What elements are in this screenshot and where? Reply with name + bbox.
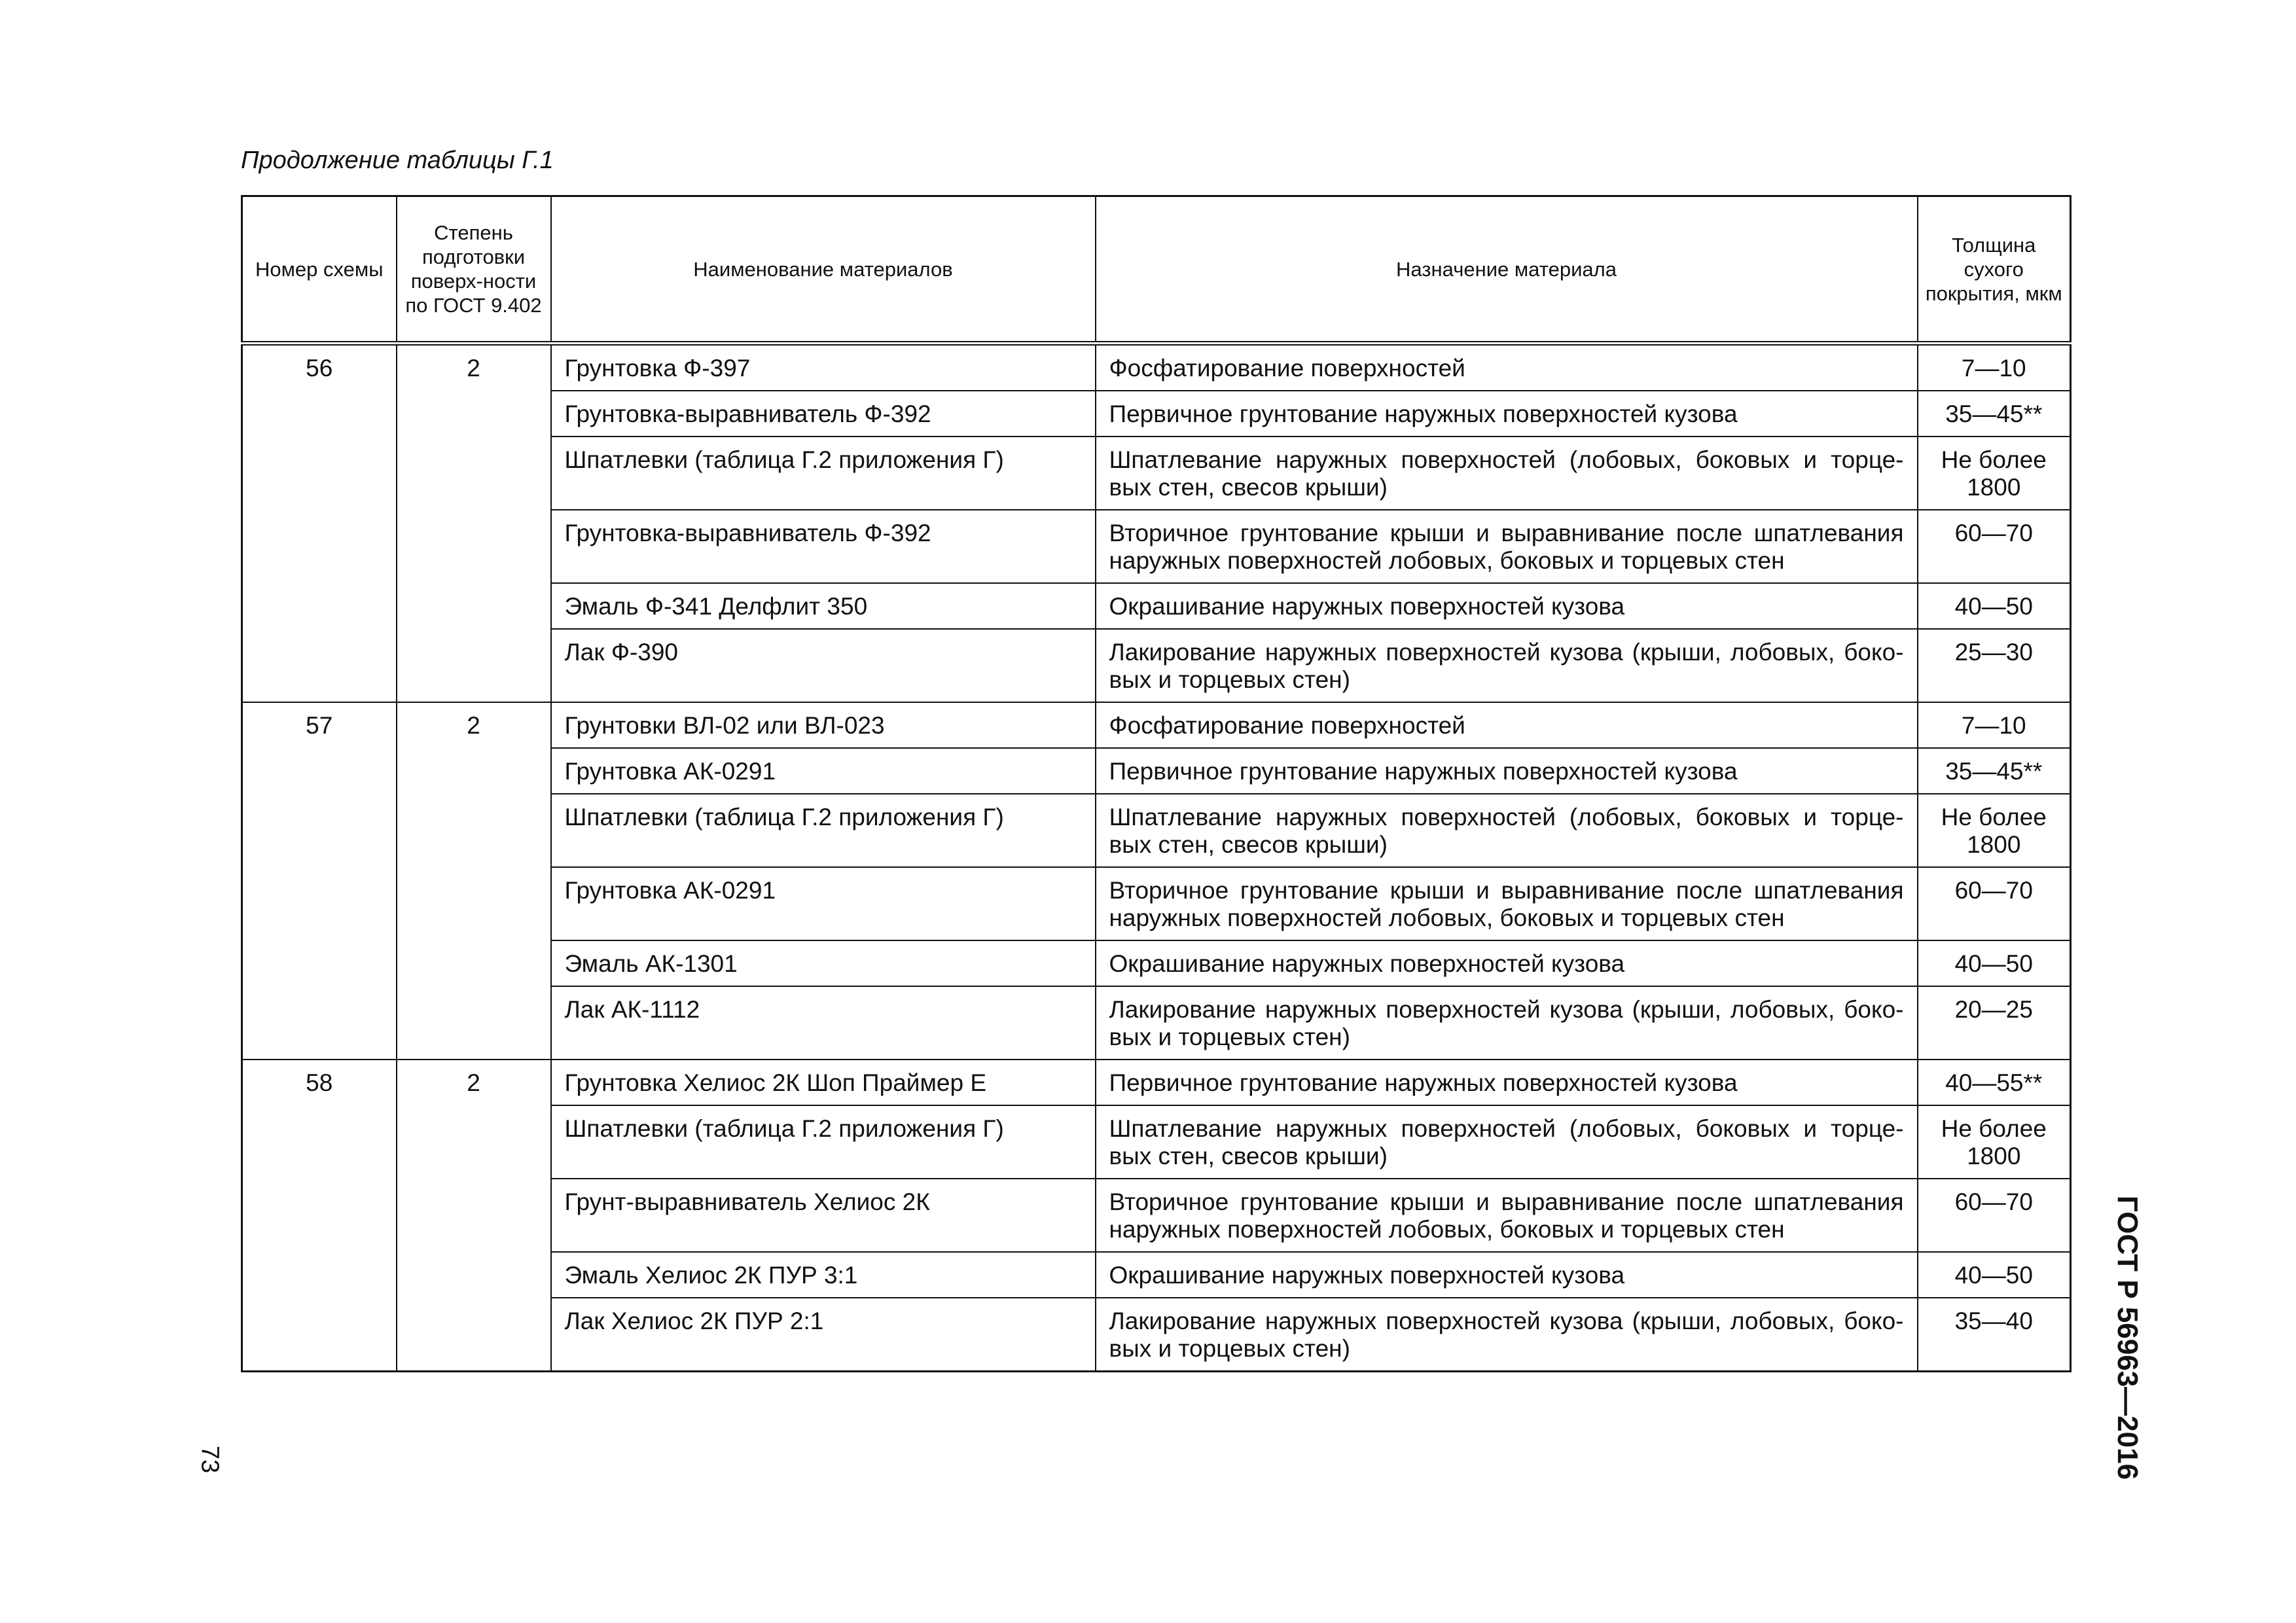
cell-material-name: Грунтовка АК-0291 — [551, 867, 1096, 940]
table-row — [242, 1060, 2071, 1105]
cell-material-purpose: Первичное грунтование наружных поверхностей кузова — [1096, 748, 1918, 794]
cell-material-name: Шпатлевки (таблица Г.2 приложения Г) — [551, 794, 1096, 867]
header-purpose: Назначение материала — [1096, 196, 1918, 344]
cell-material-purpose: Фосфатирование поверхностей — [1096, 344, 1918, 391]
cell-material-purpose: Вторичное грунтование крыши и выравнивание после шпатлевания наружных поверхностей лобовых, боковых и торцевых стен — [1096, 510, 1918, 583]
header-thickness: Толщина сухого покрытия, мкм — [1918, 196, 2071, 344]
cell-coating-thickness: 40—55** — [1918, 1060, 2071, 1105]
cell-coating-thickness: 60—70 — [1918, 1179, 2071, 1252]
cell-material-name: Лак Хелиос 2К ПУР 2:1 — [551, 1298, 1096, 1372]
cell-coating-thickness: Не более 1800 — [1918, 437, 2071, 510]
cell-preparation-degree: 2 — [397, 1060, 551, 1372]
cell-material-name: Шпатлевки (таблица Г.2 приложения Г) — [551, 1105, 1096, 1179]
cell-coating-thickness: 7—10 — [1918, 344, 2071, 391]
cell-material-purpose: Лакирование наружных поверхностей кузова (крыши, лобовых, боко-вых и торцевых стен) — [1096, 629, 1918, 702]
materials-table — [241, 195, 2072, 1372]
cell-coating-thickness: 7—10 — [1918, 702, 2071, 748]
cell-coating-thickness: 35—40 — [1918, 1298, 2071, 1372]
cell-coating-thickness: 20—25 — [1918, 986, 2071, 1060]
cell-material-purpose: Первичное грунтование наружных поверхностей кузова — [1096, 391, 1918, 437]
cell-material-purpose: Вторичное грунтование крыши и выравнивание после шпатлевания наружных поверхностей лобовых, боковых и торцевых стен — [1096, 867, 1918, 940]
cell-material-name: Грунтовка Ф-397 — [551, 344, 1096, 391]
cell-material-purpose: Окрашивание наружных поверхностей кузова — [1096, 940, 1918, 986]
header-degree: Степень подготовки поверх-ности по ГОСТ 9.402 — [397, 196, 551, 344]
table-caption: Продолжение таблицы Г.1 — [241, 147, 554, 174]
cell-scheme-number: 57 — [242, 702, 397, 1060]
cell-material-purpose: Окрашивание наружных поверхностей кузова — [1096, 583, 1918, 629]
cell-material-name: Грунтовка АК-0291 — [551, 748, 1096, 794]
cell-material-name: Лак Ф-390 — [551, 629, 1096, 702]
cell-material-name: Грунтовка-выравниватель Ф-392 — [551, 391, 1096, 437]
cell-material-name: Грунтовка-выравниватель Ф-392 — [551, 510, 1096, 583]
table-row — [242, 702, 2071, 748]
cell-coating-thickness: 60—70 — [1918, 510, 2071, 583]
header-scheme: Номер схемы — [242, 196, 397, 344]
cell-coating-thickness: 60—70 — [1918, 867, 2071, 940]
cell-coating-thickness: 40—50 — [1918, 940, 2071, 986]
cell-material-purpose: Фосфатирование поверхностей — [1096, 702, 1918, 748]
cell-coating-thickness: 40—50 — [1918, 1252, 2071, 1298]
cell-material-purpose: Вторичное грунтование крыши и выравнивание после шпатлевания наружных поверхностей лобовых, боковых и торцевых стен — [1096, 1179, 1918, 1252]
cell-preparation-degree: 2 — [397, 702, 551, 1060]
cell-material-name: Эмаль АК-1301 — [551, 940, 1096, 986]
cell-material-purpose: Лакирование наружных поверхностей кузова (крыши, лобовых, боко-вых и торцевых стен) — [1096, 986, 1918, 1060]
cell-material-name: Грунт-выравниватель Хелиос 2К — [551, 1179, 1096, 1252]
cell-preparation-degree: 2 — [397, 344, 551, 703]
cell-coating-thickness: 25—30 — [1918, 629, 2071, 702]
cell-material-name: Эмаль Хелиос 2К ПУР 3:1 — [551, 1252, 1096, 1298]
cell-material-purpose: Лакирование наружных поверхностей кузова (крыши, лобовых, боко-вых и торцевых стен) — [1096, 1298, 1918, 1372]
document-designation-text: ГОСТ Р 56963—2016 — [2111, 1195, 2144, 1480]
document-designation — [2111, 1195, 2144, 1480]
cell-material-purpose: Первичное грунтование наружных поверхностей кузова — [1096, 1060, 1918, 1105]
table-row — [242, 344, 2071, 391]
cell-material-purpose: Шпатлевание наружных поверхностей (лобовых, боковых и торце-вых стен, свесов крыши) — [1096, 794, 1918, 867]
cell-material-name: Эмаль Ф-341 Делфлит 350 — [551, 583, 1096, 629]
table-header-row — [242, 196, 2071, 344]
page-number — [196, 1440, 223, 1479]
cell-coating-thickness: 40—50 — [1918, 583, 2071, 629]
cell-material-purpose: Шпатлевание наружных поверхностей (лобовых, боковых и торце-вых стен, свесов крыши) — [1096, 437, 1918, 510]
cell-material-name: Лак АК-1112 — [551, 986, 1096, 1060]
cell-material-purpose: Шпатлевание наружных поверхностей (лобовых, боковых и торце-вых стен, свесов крыши) — [1096, 1105, 1918, 1179]
cell-coating-thickness: 35—45** — [1918, 748, 2071, 794]
cell-scheme-number: 58 — [242, 1060, 397, 1372]
table-body — [242, 344, 2071, 1372]
cell-material-name: Грунтовка Хелиос 2К Шоп Праймер Е — [551, 1060, 1096, 1105]
cell-coating-thickness: 35—45** — [1918, 391, 2071, 437]
header-material: Наименование материалов — [551, 196, 1096, 344]
page-number-text: 73 — [196, 1445, 224, 1474]
cell-material-name: Грунтовки ВЛ-02 или ВЛ-023 — [551, 702, 1096, 748]
cell-coating-thickness: Не более 1800 — [1918, 1105, 2071, 1179]
cell-material-name: Шпатлевки (таблица Г.2 приложения Г) — [551, 437, 1096, 510]
cell-material-purpose: Окрашивание наружных поверхностей кузова — [1096, 1252, 1918, 1298]
cell-coating-thickness: Не более 1800 — [1918, 794, 2071, 867]
cell-scheme-number: 56 — [242, 344, 397, 703]
